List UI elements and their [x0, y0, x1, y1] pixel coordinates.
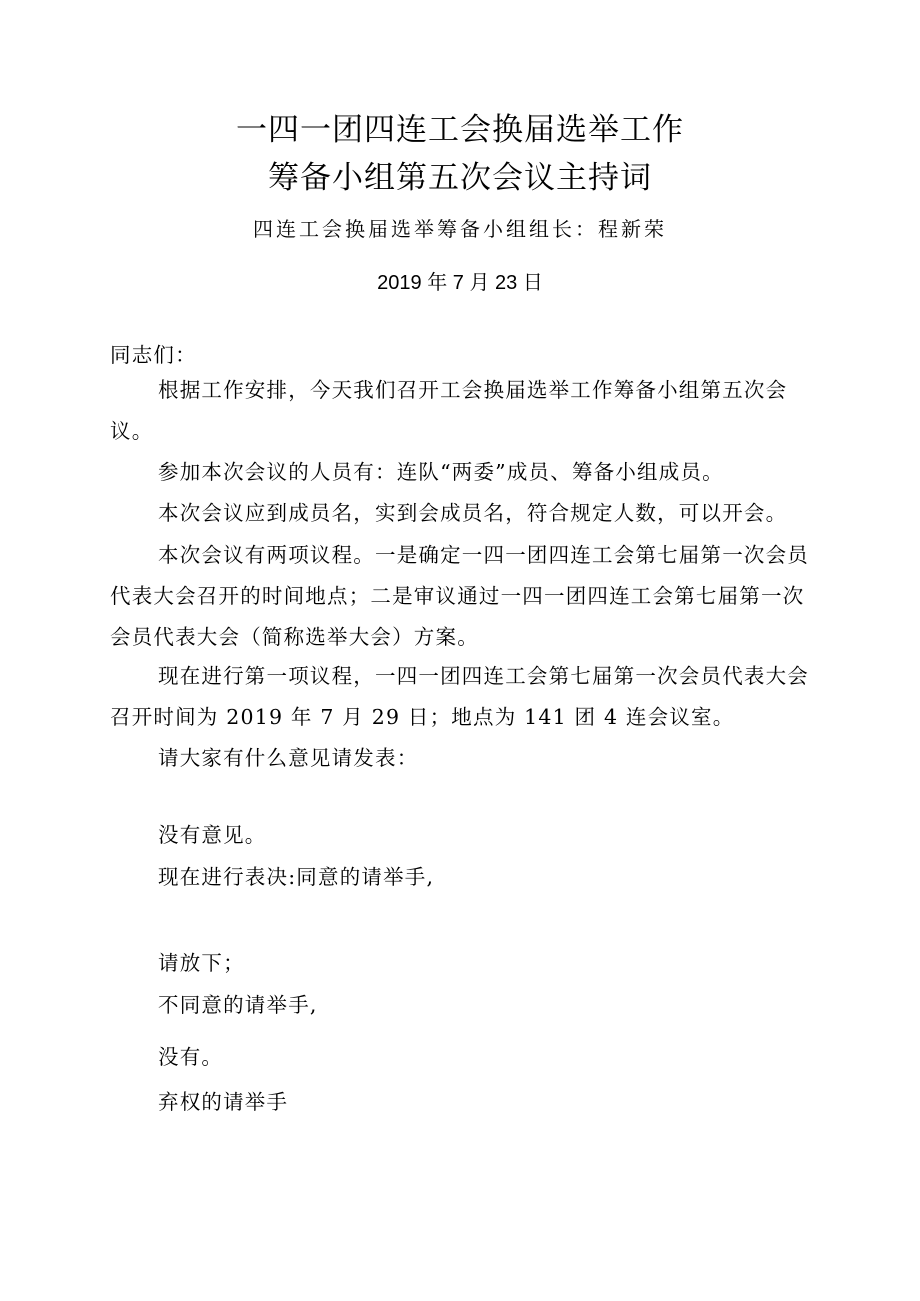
paragraph: 参加本次会议的人员有：连队“两委”成员、筹备小组成员。	[158, 460, 724, 484]
document-subtitle: 四连工会换届选举筹备小组组长：程新荣	[253, 217, 667, 241]
paragraph: 本次会议有两项议程。一是确定一四一团四连工会第七届第一次会员代表大会召开的时间地点；二是审议通过一四一团四连工会第七届第一次会员代表大会（简称选举大会）方案。	[110, 543, 809, 649]
text-line: 不同意的请举手,	[158, 993, 318, 1017]
document-title-line-1: 一四一团四连工会换届选举工作	[236, 112, 684, 148]
text-line: 请放下；	[158, 951, 245, 975]
text-line: 没有。	[158, 1045, 224, 1069]
paragraph: 请大家有什么意见请发表：	[158, 746, 419, 770]
salutation: 同志们：	[110, 343, 197, 367]
text-line: 没有意见。	[158, 823, 267, 847]
document-title-line-2: 筹备小组第五次会议主持词	[268, 160, 652, 196]
document-date: 2019 年 7 月 23 日	[377, 272, 543, 294]
text-line: 现在进行表决:同意的请举手,	[158, 865, 435, 889]
paragraph: 现在进行第一项议程，一四一团四连工会第七届第一次会员代表大会召开时间为 2019 年 7 月 29 日；地点为 141 团 4 连会议室。	[110, 664, 809, 729]
paragraph: 根据工作安排，今天我们召开工会换届选举工作筹备小组第五次会议。	[110, 378, 788, 443]
paragraph: 本次会议应到成员名，实到会成员名，符合规定人数，可以开会。	[158, 501, 788, 525]
text-line: 弃权的请举手	[158, 1090, 289, 1114]
